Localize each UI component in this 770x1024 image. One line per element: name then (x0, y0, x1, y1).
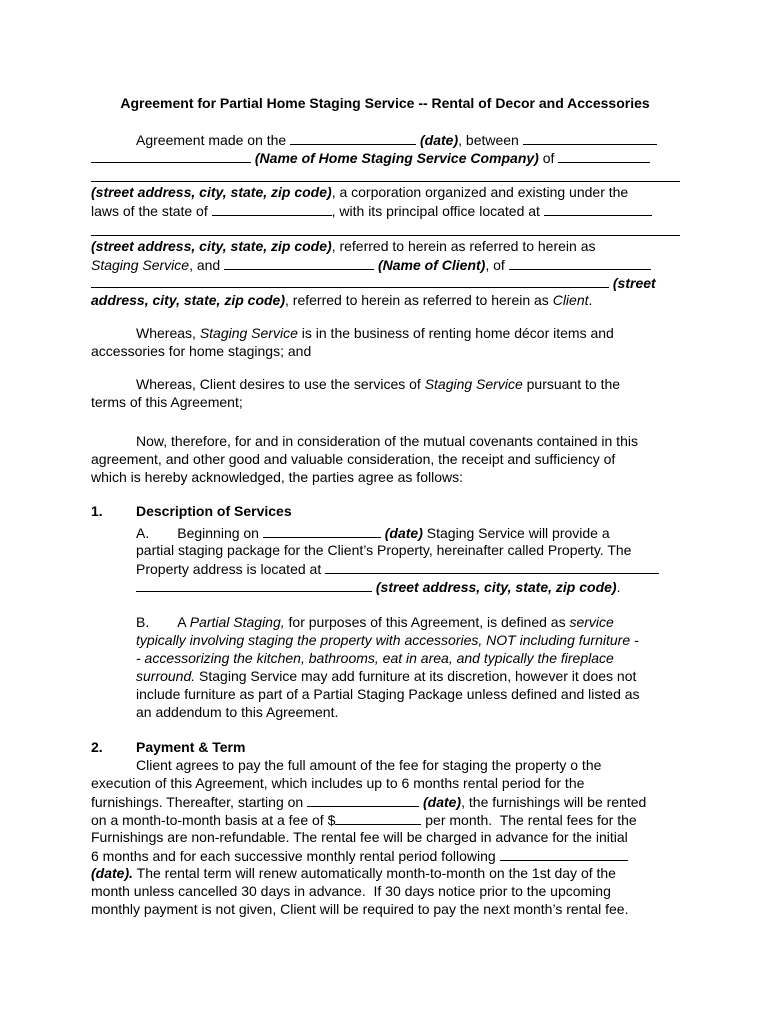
intro-line-3: (street address, city, state, zip code), a corporation organized and existing under the (91, 184, 629, 200)
principal-office-blank[interactable] (544, 201, 652, 216)
whereas-1-line-2: accessories for home stagings; and (91, 343, 312, 359)
monthly-fee-blank[interactable] (335, 810, 421, 825)
begin-date-blank[interactable] (263, 523, 381, 538)
property-address-blank-2[interactable] (136, 577, 372, 592)
client-of-blank[interactable] (509, 255, 651, 270)
section-2-line-1: Client agrees to pay the full amount of the fee for staging the property o the (136, 757, 602, 773)
address-blank-line-1[interactable] (91, 181, 680, 182)
section-1b-line-4: surround. Staging Service may add furniture at its discretion, however it does not (136, 668, 637, 684)
section-2-line-2: execution of this Agreement, which includes up to 6 months rental period for the (91, 775, 585, 791)
intro-line-2: (Name of Home Staging Service Company) of (91, 148, 681, 167)
document-title: Agreement for Partial Home Staging Service -- Rental of Decor and Accessories (120, 95, 650, 111)
section-1b-line-6: an addendum to this Agreement. (136, 704, 339, 720)
section-1b-line-2: typically involving staging the property with accessories, NOT including furniture - (136, 632, 639, 648)
section-2-line-9: monthly payment is not given, Client will be required to pay the next month’s rental fee. (91, 901, 629, 917)
now-therefore-line-1: Now, therefore, for and in consideration of the mutual covenants contained in this (136, 433, 638, 449)
intro-line-8: address, city, state, zip code), referred to herein as referred to herein as Client. (91, 292, 593, 308)
now-therefore-line-2: agreement, and other good and valuable consideration, the receipt and sufficiency of (91, 451, 616, 467)
section-1b-line-5: include furniture as part of a Partial Staging Package unless defined and listed as (136, 686, 640, 702)
section-2-number: 2. (91, 739, 103, 755)
section-1b-line-3: - accessorizing the kitchen, bathrooms, eat in area, and typically the fireplace (136, 650, 614, 666)
start-date-blank[interactable] (307, 792, 419, 807)
intro-line-6: Staging Service, and (Name of Client), of (91, 255, 681, 274)
between-blank[interactable] (523, 130, 657, 145)
whereas-1-line-1: Whereas, Staging Service is in the business of renting home décor items and (136, 325, 614, 341)
section-2-line-4: on a month-to-month basis at a fee of $ per month. The rental fees for the (91, 812, 637, 828)
date-blank[interactable] (290, 130, 416, 145)
section-2-line-6: 6 months and for each successive monthly rental period following (91, 846, 681, 865)
section-2-line-3: furnishings. Thereafter, starting on (date), the furnishings will be rented (91, 794, 647, 810)
intro-line-7: (street (91, 273, 681, 292)
section-1a-line-4: (street address, city, state, zip code). (136, 577, 681, 596)
section-1-heading: Description of Services (136, 503, 292, 519)
client-name-blank[interactable] (224, 255, 374, 270)
intro-line-1: Agreement made on the (date), between (91, 130, 681, 149)
intro-line-5: (street address, city, state, zip code), referred to herein as referred to herein as (91, 238, 596, 254)
company-blank[interactable] (91, 148, 251, 163)
address-blank-line-2[interactable] (91, 235, 680, 236)
section-1b-line-1: B. A Partial Staging, for purposes of this Agreement, is defined as service (136, 614, 614, 630)
section-2-line-8: month unless cancelled 30 days in advance. If 30 days notice prior to the upcoming (91, 883, 611, 899)
section-1a-line-3: Property address is located at (136, 559, 681, 578)
section-1-number: 1. (91, 503, 103, 519)
now-therefore-line-3: which is hereby acknowledged, the parties agree as follows: (91, 469, 463, 485)
property-address-blank[interactable] (325, 559, 659, 574)
section-2-line-7: (date). The rental term will renew automatically month-to-month on the 1st day of the (91, 865, 616, 881)
state-blank[interactable] (212, 201, 332, 216)
whereas-2-line-2: terms of this Agreement; (91, 394, 243, 410)
intro-line-4: laws of the state of , with its principal office located at (91, 201, 681, 220)
section-2-heading: Payment & Term (136, 739, 246, 755)
client-address-blank[interactable] (91, 273, 609, 288)
of-blank[interactable] (558, 148, 650, 163)
whereas-2-line-1: Whereas, Client desires to use the services of Staging Service pursuant to the (136, 376, 621, 392)
section-2-line-5: Furnishings are non-refundable. The rental fee will be charged in advance for the initial (91, 829, 628, 845)
section-1a-line-1: A. Beginning on (date) Staging Service will provide a (136, 525, 610, 541)
following-date-blank[interactable] (500, 846, 628, 861)
section-1a-line-2: partial staging package for the Client’s Property, hereinafter called Property. The (136, 542, 632, 558)
